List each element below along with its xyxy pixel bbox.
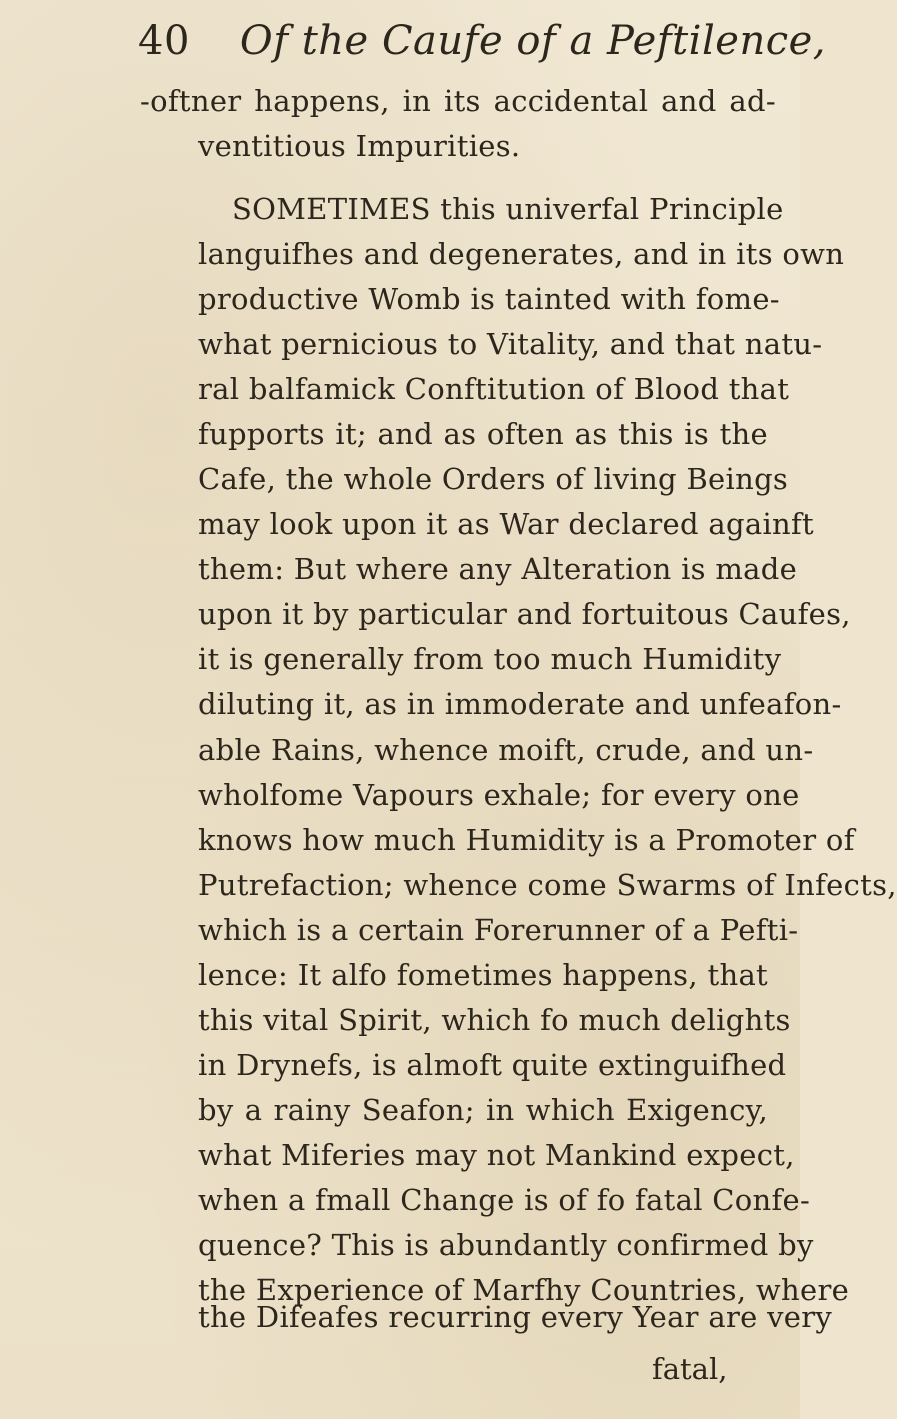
text-line: upon it by particular and fortuitous Caufes, bbox=[198, 597, 851, 631]
text-line: ventitious Impurities. bbox=[198, 129, 521, 163]
text-line: wholfome Vapours exhale; for every one bbox=[198, 778, 800, 812]
text-line: SOMETIMES this univerfal Principle bbox=[232, 192, 784, 226]
text-line: lence: It alfo fometimes happens, that bbox=[198, 958, 768, 992]
text-line: by a rainy Seafon; in which Exigency, bbox=[198, 1093, 768, 1127]
text-line: which is a certain Forerunner of a Pefti- bbox=[198, 913, 799, 947]
text-line: this vital Spirit, which fo much delights bbox=[198, 1003, 791, 1037]
text-line: the Experience of Marfhy Countries, where bbox=[198, 1273, 850, 1307]
text-line: quence? This is abundantly confirmed by bbox=[198, 1228, 814, 1262]
text-line: knows how much Humidity is a Promoter of bbox=[198, 823, 855, 857]
text-line: the Difeafes recurring every Year are very bbox=[198, 1300, 833, 1334]
catchword: fatal, bbox=[652, 1352, 728, 1386]
text-line: what Miferies may not Mankind expect, bbox=[198, 1138, 795, 1172]
text-line: what pernicious to Vitality, and that natu- bbox=[198, 327, 823, 361]
text-line: -oftner happens, in its accidental and ad- bbox=[140, 84, 776, 118]
text-line: Cafe, the whole Orders of living Beings bbox=[198, 462, 789, 496]
text-line: it is generally from too much Humidity bbox=[198, 642, 782, 676]
text-line: languifhes and degenerates, and in its own bbox=[198, 237, 845, 271]
text-line: productive Womb is tainted with fome- bbox=[198, 282, 780, 316]
page-number: 40 bbox=[138, 18, 190, 64]
text-line: fupports it; and as often as this is the bbox=[198, 417, 768, 451]
text-line: able Rains, whence moift, crude, and un- bbox=[198, 733, 814, 767]
text-line: in Drynefs, is almoft quite extinguifhed bbox=[198, 1048, 787, 1082]
text-line: may look upon it as War declared againft bbox=[198, 507, 814, 541]
text-line: when a fmall Change is of fo fatal Confe- bbox=[198, 1183, 811, 1217]
text-line: them: But where any Alteration is made bbox=[198, 552, 798, 586]
text-line: ral balfamick Conftitution of Blood that bbox=[198, 372, 790, 406]
text-line: Putrefaction; whence come Swarms of Infects, bbox=[198, 868, 897, 902]
text-line: diluting it, as in immoderate and unfeafon- bbox=[198, 687, 842, 721]
page-header bbox=[138, 18, 826, 80]
running-title: Of the Caufe of a Peftilence, bbox=[239, 18, 826, 64]
